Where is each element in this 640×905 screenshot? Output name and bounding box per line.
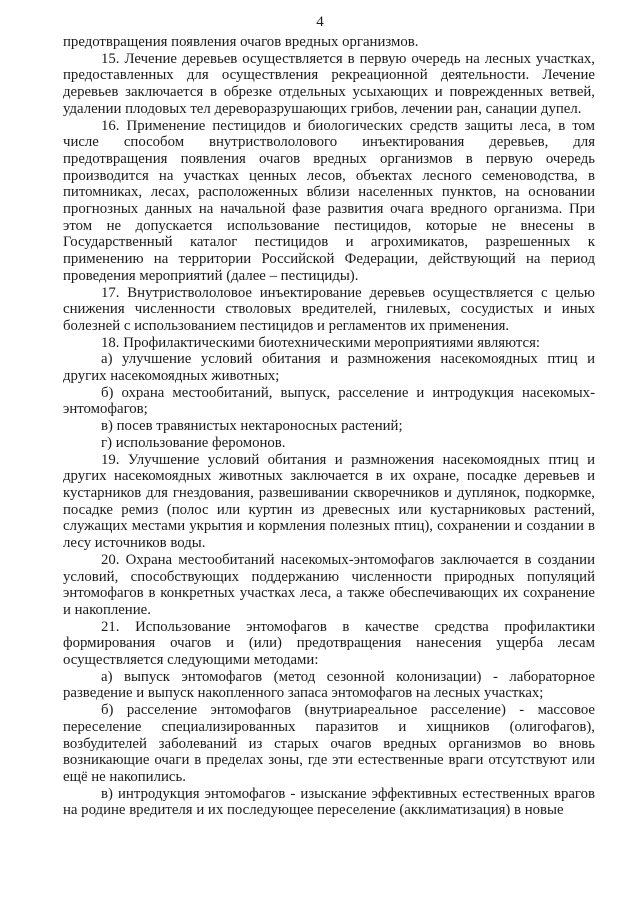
- paragraph-18-v: в) посев травянистых нектароносных растений;: [101, 418, 403, 435]
- page-number: 4: [316, 14, 324, 30]
- paragraph-15: 15. Лечение деревьев осуществляется в первую очередь на лесных участках, предоставленных для осуществления рекреационной деятельности. Лечение деревьев заключается в обрезке отдельных усыхающих и поврежденных ветвей, удалении плодовых тел дереворазрушающих грибов, лечении ран, санации дупел.: [63, 50, 595, 117]
- paragraph-16: 16. Применение пестицидов и биологических средств защиты леса, в том числе способом внутриствололового инъектирования деревьев, для предотвращения появления очагов вредных организмов в первую очередь производится на участках ценных лесов, объектах лесного семеноводства, в питомниках, лесах, расположенных вблизи населенных пунктов, на основании прогнозных данных на начальной фазе развития очага вредного организма. При этом не допускается использование пестицидов, которые не внесены в Государственный каталог пестицидов и агрохимикатов, разрешенных к применению на территории Российской Федерации, действующий на период проведения мероприятий (далее – пестициды).: [63, 117, 595, 284]
- paragraph-21-v: в) интродукция энтомофагов - изыскание эффективных естественных врагов на родине вредителя и их последующее переселение (акклиматизация) в новые: [63, 785, 595, 819]
- paragraph-21: 21. Использование энтомофагов в качестве средства профилактики формирования очагов и (или) предотвращения нанесения ущерба лесам осуществляется следующими методами:: [63, 618, 595, 669]
- paragraph-18-g: г) использование феромонов.: [101, 434, 286, 451]
- paragraph-21-a: а) выпуск энтомофагов (метод сезонной колонизации) - лабораторное разведение и выпуск накопленного запаса энтомофагов на лесных участках;: [63, 668, 595, 702]
- document-body: [63, 34, 595, 819]
- paragraph-17: 17. Внутриствололовое инъектирование деревьев осуществляется с целью снижения численности стволовых вредителей, гнилевых, сосудистых и иных болезней с использованием пестицидов и регламентов их применения.: [63, 284, 595, 334]
- paragraph-18-b: б) охрана местообитаний, выпуск, расселение и интродукция насекомых-энтомофагов;: [63, 384, 595, 418]
- paragraph-19: 19. Улучшение условий обитания и размножения насекомоядных птиц и других насекомоядных животных заключается в их охране, посадке деревьев и кустарников для гнездования, развешивании скворечников и дуплянок, подкормке, посадке ремиз (полос или куртин из древесных или кустарниковых растений, служащих местами укрытия и кормления полезных птиц), сохранении и создании в лесу источников воды.: [63, 451, 595, 552]
- paragraph-continuation: предотвращения появления очагов вредных организмов.: [63, 34, 419, 50]
- paragraph-18-a: а) улучшение условий обитания и размножения насекомоядных птиц и других насекомоядных животных;: [63, 351, 595, 385]
- paragraph-18: 18. Профилактическими биотехническими мероприятиями являются:: [101, 334, 541, 351]
- paragraph-20: 20. Охрана местообитаний насекомых-энтомофагов заключается в создании условий, способствующих поддержанию численности природных популяций энтомофагов в конкретных участках леса, а также обеспечивающих их сохранение и накопление.: [63, 551, 595, 618]
- paragraph-21-b: б) расселение энтомофагов (внутриареальное расселение) - массовое переселение специализированных паразитов и хищников (олигофагов), возбудителей заболеваний из старых очагов вредных организмов во вновь возникающие очаги в пределах зоны, где эти естественные враги отсутствуют или ещё не накопились.: [63, 702, 595, 785]
